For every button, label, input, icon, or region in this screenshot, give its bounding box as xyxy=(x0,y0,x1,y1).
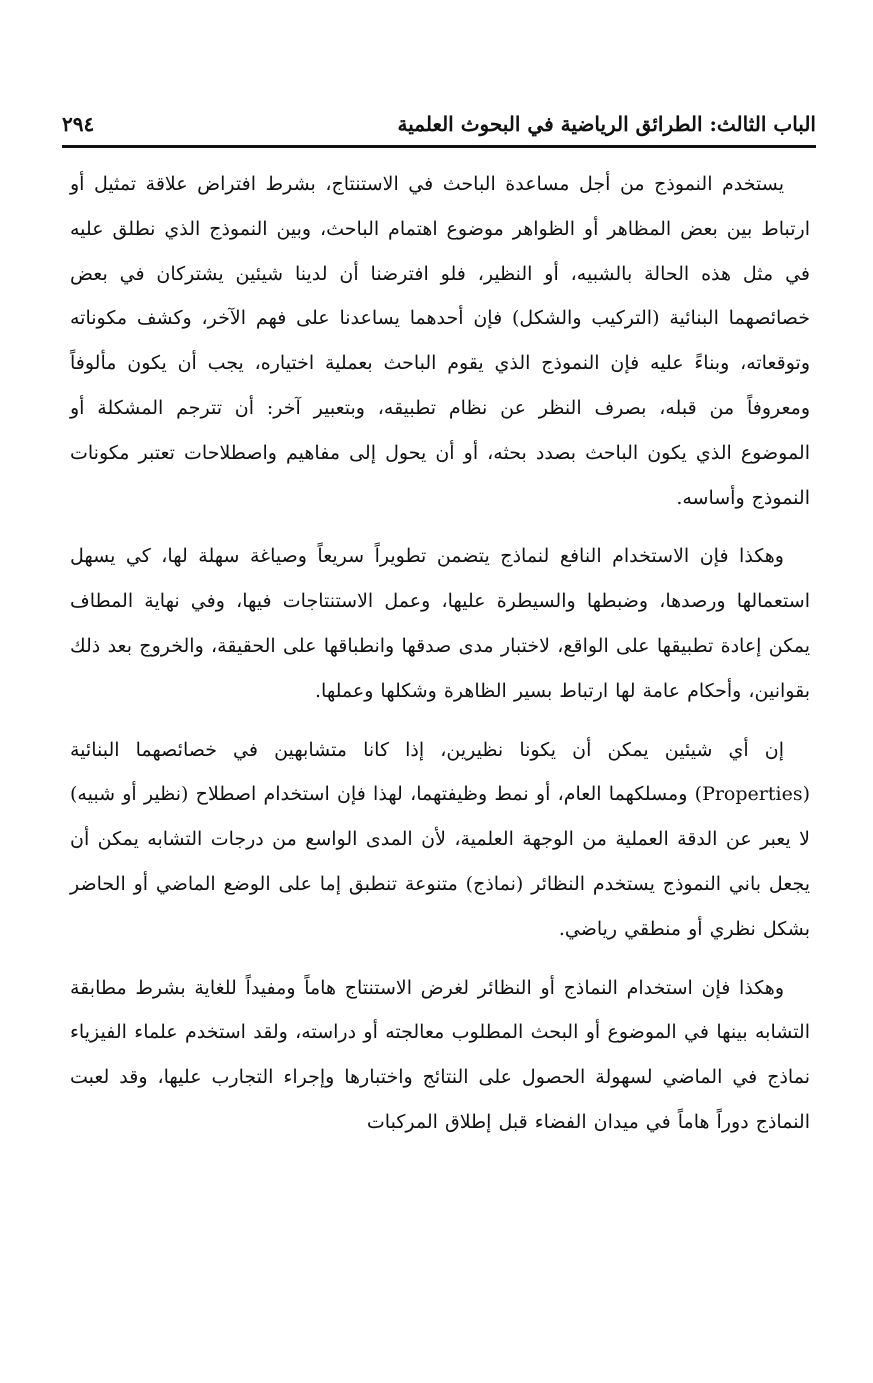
paragraph-3: إن أي شيئين يمكن أن يكونا نظيرين، إذا كانا متشابهين في خصائصهما البنائية (Properties) ومسلكهما العام، أو نمط وظيفتهما، لهذا فإن استخدام اصطلاح (نظير أو شبيه) لا يعبر عن الدقة العملية من الوجهة العلمية، لأن المدى الواسع من درجات التشابه يمكن أن يجعل باني النموذج يستخدم النظائر (نماذج) متنوعة تنطبق إما على الوضع الماضي أو الحاضر بشكل نظري أو منطقي رياضي. xyxy=(70,738,810,940)
body-text xyxy=(70,162,810,1145)
paragraph-2: وهكذا فإن الاستخدام النافع لنماذج يتضمن تطويراً سريعاً وصياغة سهلة لها، كي يسهل استعمالها ورصدها، وضبطها والسيطرة عليها، وعمل الاستنتاجات فيها، وفي نهاية المطاف يمكن إعادة تطبيقها على الواقع، لاختبار مدى صدقها وانطباقها على الحقيقة، والخروج بعد ذلك بقوانين، وأحكام عامة لها ارتباط بسير الظاهرة وشكلها وعملها. xyxy=(70,545,810,702)
header-divider xyxy=(62,145,816,148)
running-header xyxy=(62,108,816,144)
paragraph-4: وهكذا فإن استخدام النماذج أو النظائر لغرض الاستنتاج هاماً ومفيداً للغاية بشرط مطابقة التشابه بينها في الموضوع أو البحث المطلوب معالجته أو دراسته، ولقد استخدم علماء الفيزياء نماذج في الماضي لسهولة الحصول على النتائج واختبارها وإجراء التجارب عليها، وقد لعبت النماذج دوراً هاماً في ميدان الفضاء قبل إطلاق المركبات xyxy=(70,976,810,1133)
paragraph-gap xyxy=(70,952,810,966)
paragraph-gap xyxy=(70,714,810,728)
paragraph-1: يستخدم النموذج من أجل مساعدة الباحث في الاستنتاج، بشرط افتراض علاقة تمثيل أو ارتباط بين بعض المظاهر أو الظواهر موضوع اهتمام الباحث، وبين النموذج الذي نطلق عليه في مثل هذه الحالة بالشبيه، أو النظير، فلو افترضنا أن لدينا شيئين يشتركان في بعض خصائصهما البنائية (التركيب والشكل) فإن أحدهما يساعدنا على فهم الآخر، وكشف مكوناته وتوقعاته، وبناءً عليه فإن النموذج الذي يقوم الباحث بعملية اختياره، يجب أن يكون مألوفاً ومعروفاً من قبله، بصرف النظر عن نظام تطبيقه، وبتعبير آخر: أن تترجم المشكلة أو الموضوع الذي يكون الباحث بصدد بحثه، أو أن يحول إلى مفاهيم واصطلاحات تعتبر مكونات النموذج وأساسه. xyxy=(70,173,810,509)
chapter-title: الباب الثالث: الطرائق الرياضية في البحوث العلمية xyxy=(397,112,816,136)
paragraph-gap xyxy=(70,520,810,534)
page-number: ٢٩٤ xyxy=(62,112,95,136)
